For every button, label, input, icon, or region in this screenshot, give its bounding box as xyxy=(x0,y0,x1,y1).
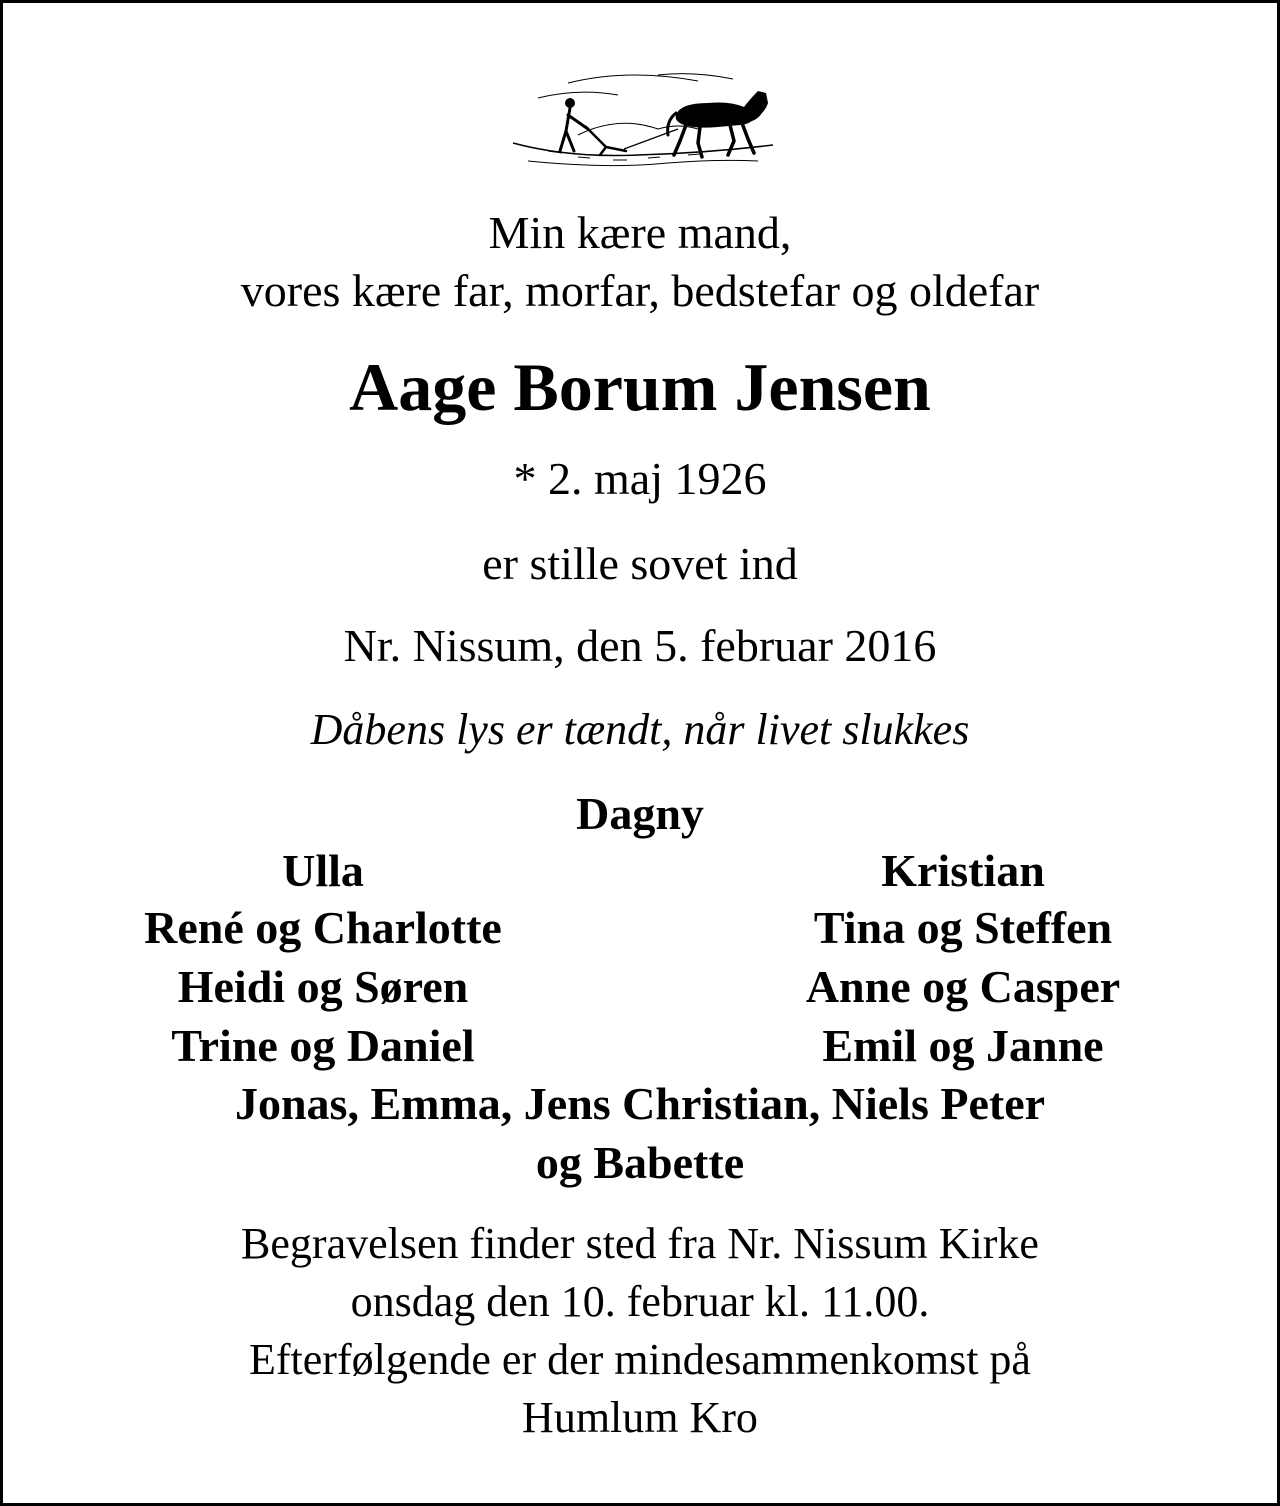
left-family-member: René og Charlotte xyxy=(144,902,502,953)
passed-away-text: er stille sovet ind xyxy=(482,538,798,589)
funeral-line-2: onsdag den 10. februar kl. 11.00. xyxy=(350,1277,930,1326)
left-family-member: Trine og Daniel xyxy=(171,1020,475,1071)
right-family-member: Anne og Casper xyxy=(805,961,1121,1012)
right-family-member: Emil og Janne xyxy=(822,1020,1104,1071)
intro-line-2: vores kære far, morfar, bedstefar og oldefar xyxy=(240,265,1040,316)
motto: Dåbens lys er tændt, når livet slukkes xyxy=(310,705,970,754)
left-family-member: Ulla xyxy=(282,845,364,896)
place-and-date: Nr. Nissum, den 5. februar 2016 xyxy=(343,620,937,671)
right-family-member: Tina og Steffen xyxy=(813,902,1113,953)
deceased-name: Aage Borum Jensen xyxy=(349,349,931,425)
farmer-plowing-with-horse-icon xyxy=(508,63,778,175)
intro-line-1: Min kære mand, xyxy=(488,207,792,258)
grandchildren-line-1: Jonas, Emma, Jens Christian, Niels Peter xyxy=(234,1078,1046,1129)
left-family-member: Heidi og Søren xyxy=(177,961,469,1012)
funeral-line-3: Efterfølgende er der mindesammenkomst på xyxy=(249,1335,1031,1384)
grandchildren-line-2: og Babette xyxy=(535,1137,745,1188)
funeral-line-1: Begravelsen finder sted fra Nr. Nissum Kirke xyxy=(241,1219,1039,1268)
right-family-member: Kristian xyxy=(881,845,1045,896)
spouse-name: Dagny xyxy=(576,788,704,839)
birth-date: * 2. maj 1926 xyxy=(513,453,767,504)
funeral-line-4: Humlum Kro xyxy=(522,1393,758,1442)
